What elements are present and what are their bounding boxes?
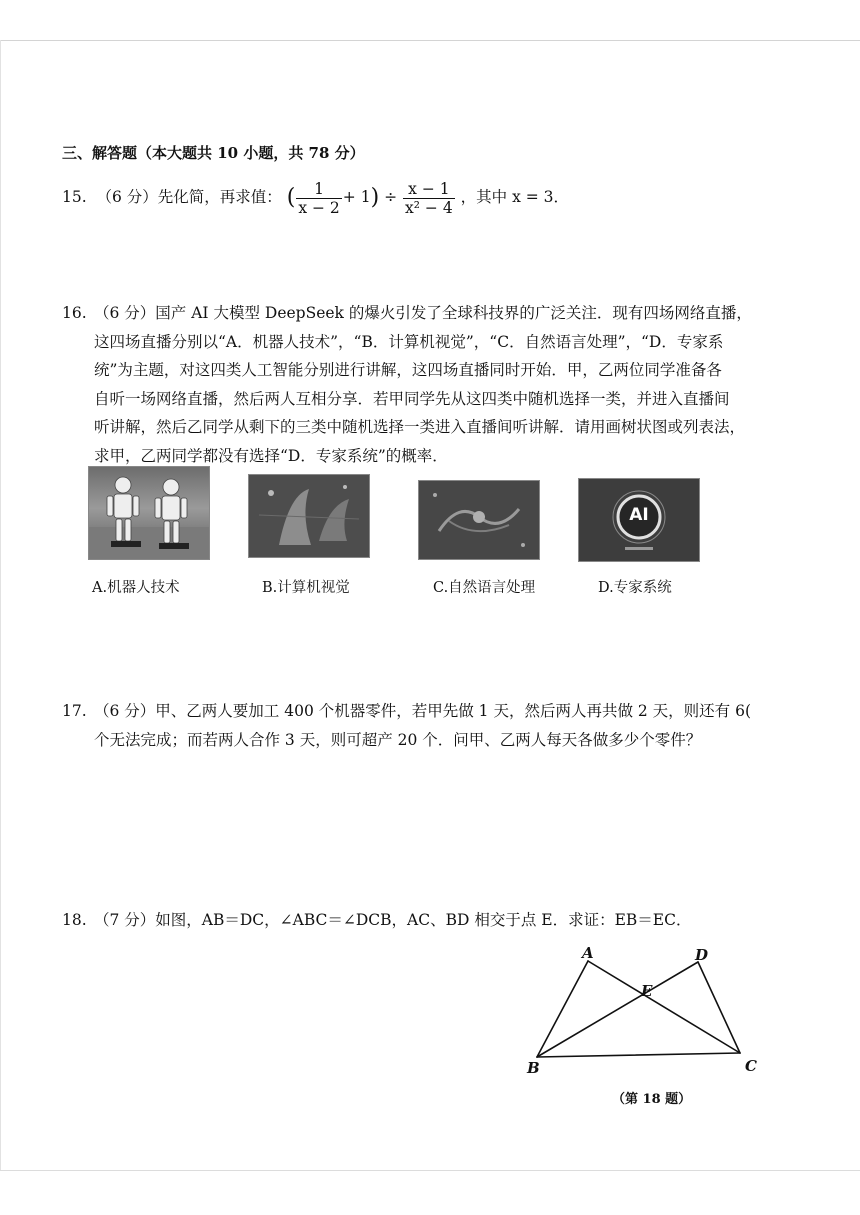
point-D-label: D [695, 946, 709, 964]
fraction-numerator: x − 1 [403, 180, 455, 199]
plus-one: + 1 [342, 188, 371, 206]
text-line: 这四场直播分别以“A．机器人技术”，“B．计算机视觉”，“C．自然语言处理”，“D．专家系 [94, 332, 724, 351]
computer-vision-photo [248, 474, 370, 558]
text-line: 自听一场网络直播，然后两人互相分享．若甲同学先从这四类中随机选择一类，并进入直播间 [94, 389, 730, 408]
text-line: （6 分）甲、乙两人要加工 400 个机器零件，若甲先做 1 天，然后两人再共做 2 天，则还有 6( [94, 702, 751, 720]
caption-expert-system: D.专家系统 [598, 580, 672, 596]
robot-illustration [89, 467, 209, 559]
question-text: （6 分）先化简，再求值： [96, 188, 282, 206]
question-18-text: （7 分）如图，AB＝DC，∠ABC＝∠DCB，AC、BD 相交于点 E．求证：EB＝EC． [94, 911, 692, 929]
fraction-2 [403, 180, 455, 217]
computer-vision-illustration [249, 475, 369, 557]
caption-robotics: A.机器人技术 [92, 580, 180, 596]
question-15 [62, 172, 569, 222]
geometry-figure [515, 940, 775, 1090]
figure-caption: （第 18 题） [612, 1092, 692, 1107]
question-17-number: 17. [62, 702, 87, 720]
fraction-1 [296, 180, 341, 217]
segment-BC [537, 1053, 740, 1057]
point-B-label: B [527, 1059, 540, 1077]
nlp-illustration [419, 481, 539, 559]
page-bottom-border [0, 1170, 860, 1171]
question-17-text [94, 697, 751, 755]
caption-nlp: C.自然语言处理 [433, 580, 536, 596]
question-text-suffix: ，其中 x = 3． [460, 188, 570, 206]
point-A-label: A [582, 944, 594, 962]
page-top-border [0, 40, 860, 41]
segment-DC [698, 962, 740, 1053]
text-line: 听讲解，然后乙同学从剩下的三类中随机选择一类进入直播间听讲解．请用画树状图或列表法， [94, 418, 746, 436]
question-16-text [94, 299, 752, 470]
left-paren: ( [286, 185, 296, 210]
text-line: （6 分）国产 AI 大模型 DeepSeek 的爆火引发了全球科技界的广泛关注．现有四场网络直播， [94, 304, 752, 322]
question-16-number: 16. [62, 304, 87, 322]
text-line: 个无法完成；而若两人合作 3 天，则可超产 20 个．问甲、乙两人每天各做多少个零件？ [94, 731, 702, 749]
point-C-label: C [745, 1057, 757, 1075]
point-E-label: E [641, 982, 653, 1000]
fraction-denominator: x² − 4 [405, 198, 453, 217]
nlp-photo [418, 480, 540, 560]
expert-system-photo [578, 478, 700, 562]
ai-badge-text: AI [629, 505, 649, 525]
fraction-denominator: x − 2 [298, 198, 340, 217]
question-number: 15. [62, 188, 87, 206]
segment-BD [537, 962, 698, 1057]
section-title: 三、解答题（本大题共 10 小题，共 78 分） [62, 144, 365, 162]
fraction-numerator: 1 [296, 180, 341, 199]
page-left-border [0, 40, 1, 1170]
robot-photo [88, 466, 210, 560]
text-line: 求甲，乙两同学都没有选择“D．专家系统”的概率． [94, 446, 448, 465]
right-paren: ) [370, 185, 380, 210]
question-18-number: 18. [62, 911, 87, 929]
segment-AC [588, 961, 740, 1053]
division-sign: ÷ [384, 188, 398, 206]
text-line: 统”为主题，对这四类人工智能分别进行讲解，这四场直播同时开始．甲，乙两位同学准备各 [94, 361, 722, 379]
caption-computer-vision: B.计算机视觉 [262, 580, 350, 596]
